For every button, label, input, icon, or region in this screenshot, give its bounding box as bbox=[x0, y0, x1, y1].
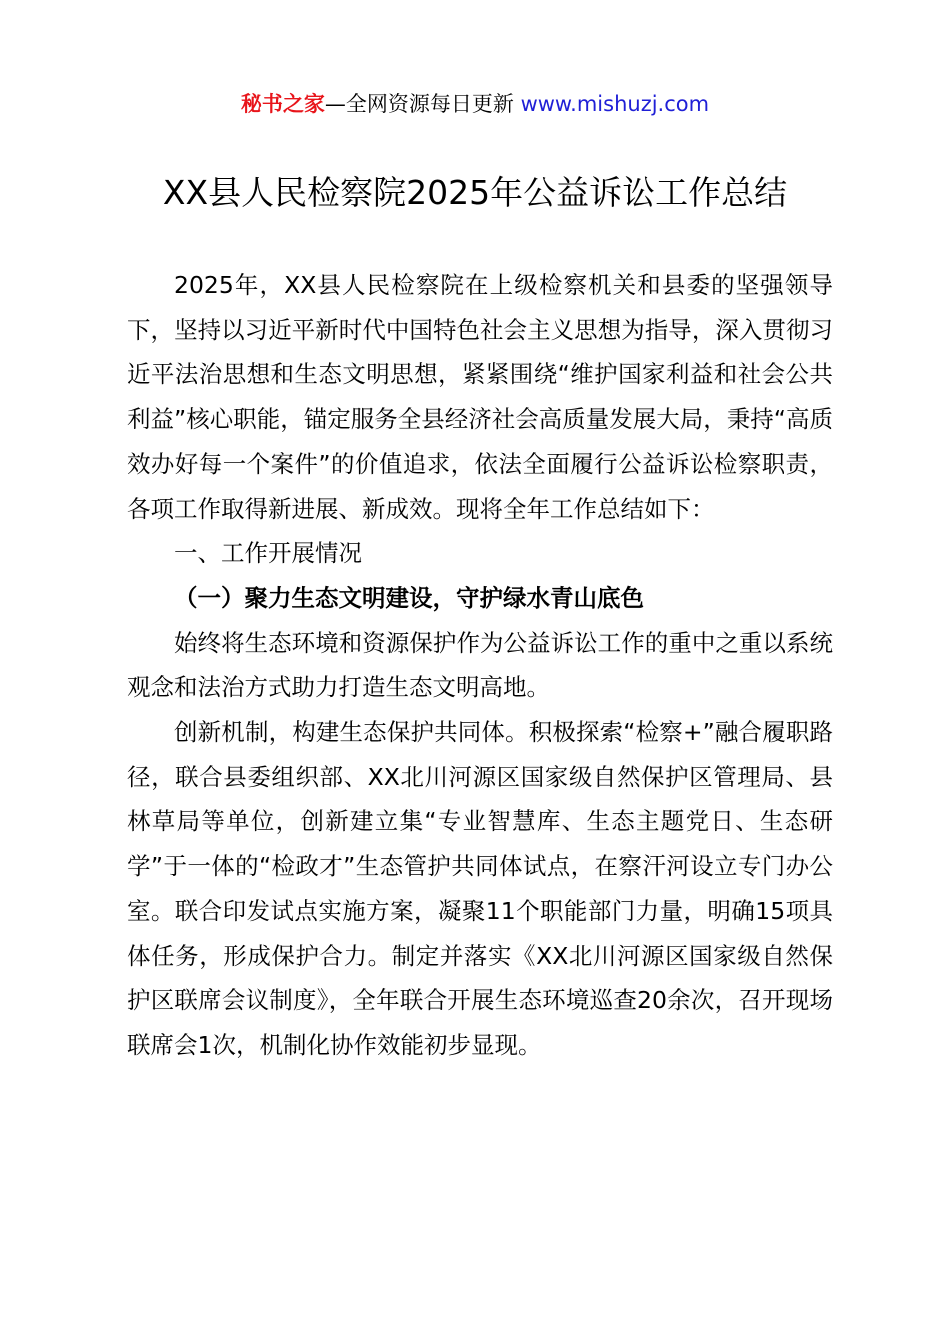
site-slogan: —全网资源每日更新 bbox=[324, 92, 514, 116]
section-heading: 一、工作开展情况 bbox=[174, 539, 362, 568]
body-paragraph: 创新机制，构建生态保护共同体。积极探索“检察+”融合履职路径，联合县委组织部、XX北川河源区国家级自然保护区管理局、县林草局等单位，创新建立集“专业智慧库、生态主题党日、生态研学”于一体的“检政才”生态管护共同体试点，在察汗河设立专门办公室。联合印发试点实施方案，凝聚11个职能部门力量，明确15项具体任务，形成保护合力。制定并落实《XX北川河源区国家级自然保护区联席会议制度》，全年联合开展生态环境巡查20余次，召开现场联席会1次，机制化协作效能初步显现。 bbox=[127, 718, 833, 1059]
site-brand: 秘书之家 bbox=[240, 92, 325, 116]
document-body bbox=[127, 263, 833, 1068]
intro-paragraph: 2025年，XX县人民检察院在上级检察机关和县委的坚强领导下，坚持以习近平新时代中国特色社会主义思想为指导，深入贯彻习近平法治思想和生态文明思想，紧紧围绕“维护国家利益和社会公共利益”核心职能，锚定服务全县经济社会高质量发展大局，秉持“高质效办好每一个案件”的价值追求，依法全面履行公益诉讼检察职责，各项工作取得新进展、新成效。现将全年工作总结如下： bbox=[127, 271, 833, 523]
document-title: XX县人民检察院2025年公益诉讼工作总结 bbox=[162, 173, 788, 212]
subsection-heading: （一）聚力生态文明建设，守护绿水青山底色 bbox=[174, 583, 644, 612]
site-url-link[interactable]: www.mishuzj.com bbox=[520, 92, 710, 116]
body-paragraph: 始终将生态环境和资源保护作为公益诉讼工作的重中之重以系统观念和法治方式助力打造生态文明高地。 bbox=[127, 628, 833, 702]
site-header bbox=[0, 88, 950, 120]
